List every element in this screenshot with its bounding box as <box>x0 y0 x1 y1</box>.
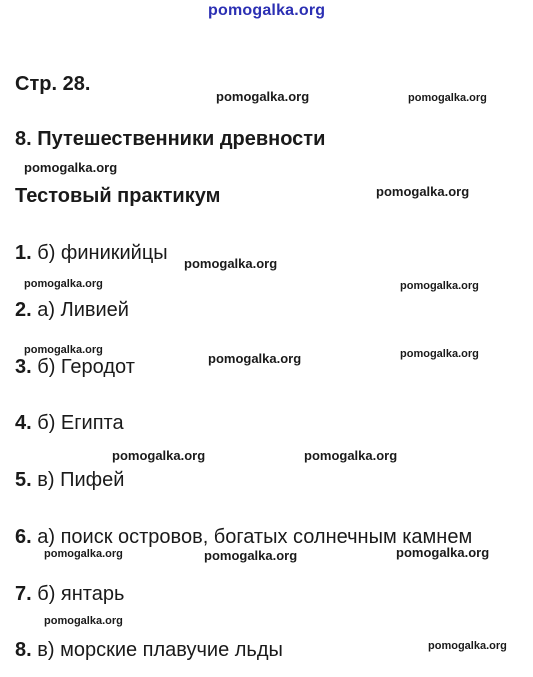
watermark: pomogalka.org <box>408 92 487 104</box>
watermark: pomogalka.org <box>400 280 479 292</box>
watermark: pomogalka.org <box>396 545 490 560</box>
answer-text: б) Египта <box>31 412 124 434</box>
answer-number: 2. <box>15 299 32 321</box>
watermark: pomogalka.org <box>304 448 398 463</box>
answer-number: 1. <box>15 242 32 264</box>
watermark: pomogalka.org <box>428 640 507 652</box>
page-number: Стр. 28. <box>15 73 91 95</box>
answer-item <box>15 583 124 606</box>
watermark: pomogalka.org <box>208 351 302 366</box>
watermark: pomogalka.org <box>376 184 470 199</box>
watermark: pomogalka.org <box>44 548 123 560</box>
watermark: pomogalka.org <box>24 278 103 290</box>
answer-number: 8. <box>15 639 32 661</box>
watermark: pomogalka.org <box>400 348 479 360</box>
answer-item <box>15 412 124 435</box>
answer-number: 7. <box>15 583 32 605</box>
answer-number: 6. <box>15 526 32 548</box>
answer-text: б) финикийцы <box>31 242 168 264</box>
answer-text: в) морские плавучие льды <box>31 639 283 661</box>
watermark: pomogalka.org <box>112 448 206 463</box>
watermark: pomogalka.org <box>184 256 278 271</box>
answer-item <box>15 242 168 265</box>
answer-text: в) Пифей <box>31 469 125 491</box>
answer-number: 3. <box>15 356 32 378</box>
watermark: pomogalka.org <box>216 89 310 104</box>
watermark: pomogalka.org <box>24 160 118 175</box>
answer-item <box>15 639 283 662</box>
section-title: Тестовый практикум <box>15 185 221 207</box>
answer-text: а) поиск островов, богатых солнечным камнем <box>31 526 473 548</box>
answer-text: б) янтарь <box>31 583 125 605</box>
chapter-title: 8. Путешественники древности <box>15 128 326 150</box>
answer-item <box>15 469 124 492</box>
answer-item <box>15 356 135 379</box>
watermark: pomogalka.org <box>24 344 103 356</box>
answer-text: б) Геродот <box>31 356 135 378</box>
answer-number: 5. <box>15 469 32 491</box>
watermark: pomogalka.org <box>44 615 123 627</box>
answer-number: 4. <box>15 412 32 434</box>
answer-text: а) Ливией <box>31 299 129 321</box>
watermark: pomogalka.org <box>204 548 298 563</box>
answer-item <box>15 299 129 322</box>
header-watermark: pomogalka.org <box>208 2 326 19</box>
